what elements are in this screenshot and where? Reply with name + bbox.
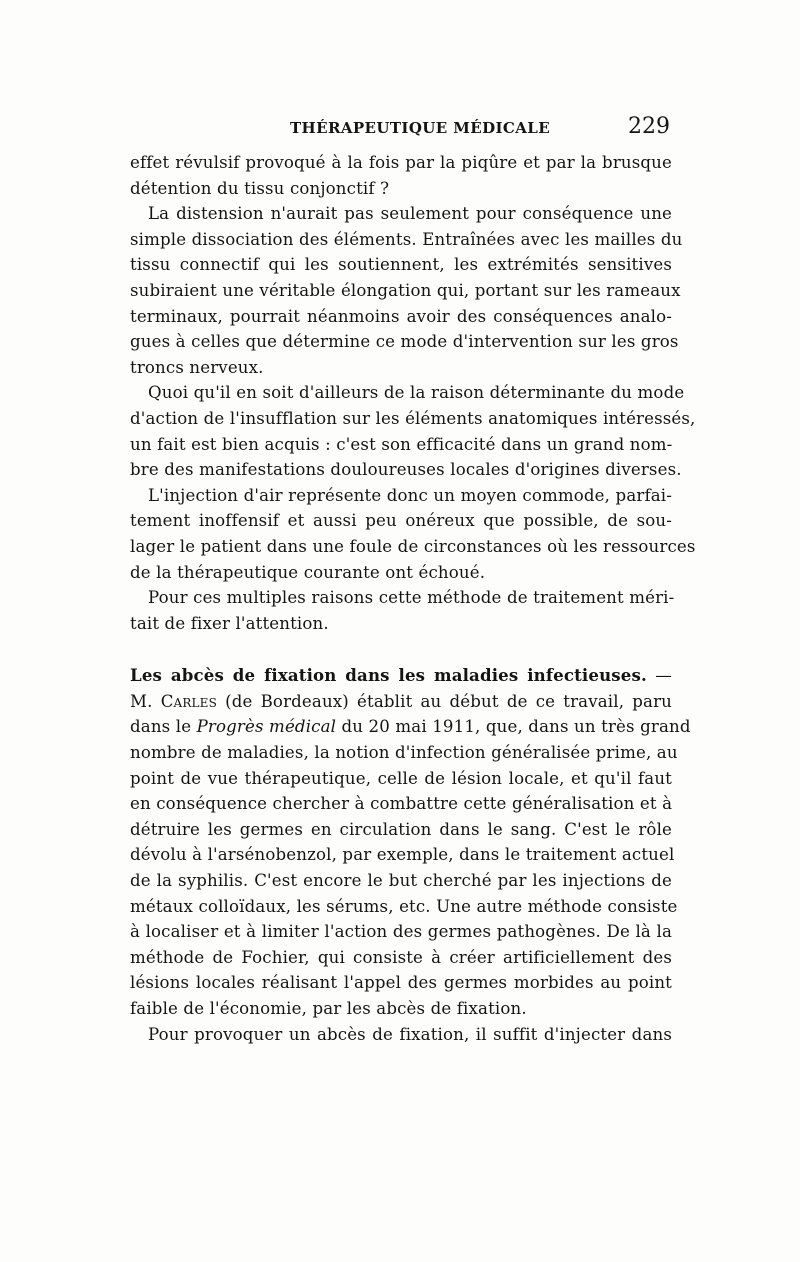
text-line: subiraient une véritable élongation qui, portant sur les rameaux <box>130 280 681 300</box>
text-line: Pour provoquer un abcès de fixation, il suffit d'injecter dans <box>148 1024 672 1044</box>
journal-title: Progrès médical <box>196 717 337 737</box>
author-prefix: M. <box>130 691 161 711</box>
text-line: La distension n'aurait pas seulement pour conséquence une <box>148 204 672 224</box>
body-text <box>130 150 696 1047</box>
text-line: terminaux, pourrait néanmoins avoir des conséquences analo- <box>130 306 672 326</box>
text-line: d'action de l'insufflation sur les éléments anatomiques intéressés, <box>130 408 696 428</box>
text-line: métaux colloïdaux, les sérums, etc. Une autre méthode consiste <box>130 896 678 916</box>
text-line: de la thérapeutique courante ont échoué. <box>130 562 486 582</box>
text-line: simple dissociation des éléments. Entraînées avec les mailles du <box>130 229 683 249</box>
page-header <box>130 116 670 142</box>
text-line: dévolu à l'arsénobenzol, par exemple, dans le traitement actuel <box>130 845 675 865</box>
journal-line-before: dans le <box>130 717 197 737</box>
text-line: en conséquence chercher à combattre cette généralisation et à <box>130 794 673 814</box>
text-line: bre des manifestations douloureuses locales d'origines diverses. <box>130 460 682 480</box>
author-line-rest: (de Bordeaux) établit au début de ce travail, paru <box>216 691 672 711</box>
text-line: troncs nerveux. <box>130 357 264 377</box>
text-line: tissu connectif qui les soutiennent, les extrémités sensitives <box>130 255 672 275</box>
journal-line-after: du 20 mai 1911, que, dans un très grand <box>336 717 691 737</box>
text-line: L'injection d'air représente donc un moyen commode, parfai- <box>148 485 672 505</box>
heading-dash: — <box>646 666 672 686</box>
section-heading-line <box>130 663 672 689</box>
text-line: gues à celles que détermine ce mode d'intervention sur les gros <box>130 332 679 352</box>
text-line <box>130 714 691 740</box>
text-line: Quoi qu'il en soit d'ailleurs de la raison déterminante du mode <box>148 383 685 403</box>
text-line: faible de l'économie, par les abcès de fixation. <box>130 999 527 1018</box>
text-line: effet révulsif provoqué à la fois par la piqûre et par la brusque <box>130 153 672 172</box>
page-number: 229 <box>628 114 670 139</box>
text-line: lager le patient dans une foule de circonstances où les ressources <box>130 536 696 556</box>
text-line: méthode de Fochier, qui consiste à créer artificiellement des <box>130 947 672 967</box>
section-heading: Les abcès de fixation dans les maladies infectieuses. <box>130 665 647 686</box>
text-line: point de vue thérapeutique, celle de lésion locale, et qu'il faut <box>130 768 672 788</box>
text-line: Pour ces multiples raisons cette méthode de traitement méri- <box>148 588 675 608</box>
text-line <box>130 689 672 715</box>
text-line: détruire les germes en circulation dans le sang. C'est le rôle <box>130 819 672 839</box>
text-line: lésions locales réalisant l'appel des germes morbides au point <box>130 973 672 993</box>
text-line: de la syphilis. C'est encore le but cherché par les injections de <box>130 871 672 891</box>
running-title: THÉRAPEUTIQUE MÉDICALE <box>290 119 551 137</box>
text-line: tement inoffensif et aussi peu onéreux que possible, de sou- <box>130 511 672 531</box>
text-line: un fait est bien acquis : c'est son efficacité dans un grand nom- <box>130 434 673 454</box>
text-line: tait de fixer l'attention. <box>130 613 329 633</box>
text-line: à localiser et à limiter l'action des germes pathogènes. De là la <box>130 922 672 942</box>
author-name: Carles <box>160 691 217 711</box>
text-line: nombre de maladies, la notion d'infection généralisée prime, au <box>130 743 678 763</box>
text-line: détention du tissu conjonctif ? <box>130 178 390 198</box>
